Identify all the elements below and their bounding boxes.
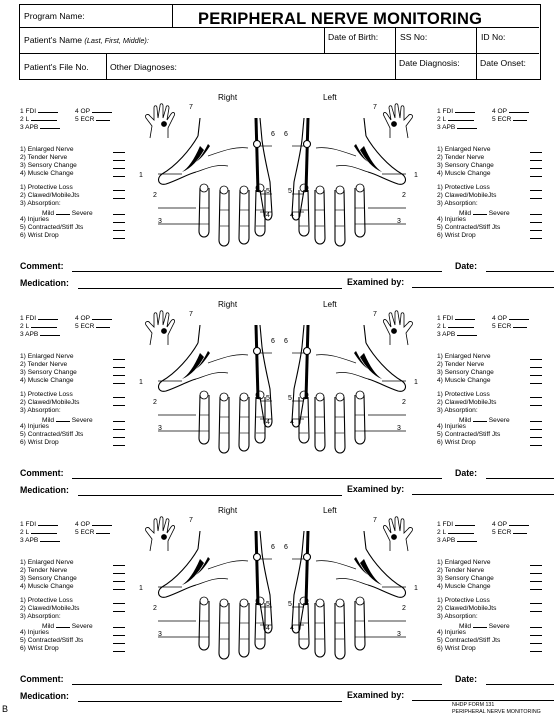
check-item: 2) Tender Nerve bbox=[20, 154, 68, 161]
check-item: 6) Wrist Drop bbox=[20, 232, 59, 239]
check-blank[interactable] bbox=[113, 589, 125, 590]
check-item: 1) Enlarged Nerve bbox=[20, 559, 74, 566]
check-blank[interactable] bbox=[530, 152, 542, 153]
muscle-fdi-right: 1 FDI bbox=[20, 519, 58, 529]
comment-line[interactable] bbox=[72, 684, 442, 685]
check-blank[interactable] bbox=[113, 359, 125, 360]
hand-point-number: 2 bbox=[153, 605, 157, 612]
hand-point-number: 2 bbox=[402, 605, 406, 612]
patient-name-label: Patient's Name (Last, First, Middle): bbox=[24, 35, 149, 45]
check-item: 3) Sensory Change bbox=[437, 575, 494, 582]
muscle-apb-right: 3 APB bbox=[20, 329, 60, 339]
check-blank[interactable] bbox=[530, 367, 542, 368]
check-blank[interactable] bbox=[530, 635, 542, 636]
check-item: 3) Sensory Change bbox=[437, 369, 494, 376]
hand-point-number: 5 bbox=[266, 601, 270, 608]
muscle-op-right: 4 OP bbox=[75, 519, 112, 529]
hand-point-number: 1 bbox=[414, 172, 418, 179]
absorption-scale: Mild Severe bbox=[459, 623, 510, 630]
check-blank[interactable] bbox=[113, 198, 125, 199]
check-item: 3) Absorption: bbox=[437, 613, 478, 620]
hand-point-number: 4 bbox=[290, 212, 294, 219]
other-diagnoses-label: Other Diagnoses: bbox=[110, 62, 177, 72]
date-label: Date: bbox=[455, 261, 477, 271]
check-item: 2) Clawed/MobileJts bbox=[437, 605, 497, 612]
hand-point-number: 6 bbox=[284, 544, 288, 551]
check-blank[interactable] bbox=[113, 230, 125, 231]
check-blank[interactable] bbox=[530, 214, 542, 215]
check-blank[interactable] bbox=[530, 643, 542, 644]
check-item: 2) Tender Nerve bbox=[20, 361, 68, 368]
hand-point-number: 2 bbox=[402, 192, 406, 199]
check-blank[interactable] bbox=[530, 238, 542, 239]
hand-point-number: 4 bbox=[290, 419, 294, 426]
check-blank[interactable] bbox=[530, 405, 542, 406]
check-item: 1) Enlarged Nerve bbox=[20, 146, 74, 153]
muscle-l-right: 2 L bbox=[20, 114, 57, 124]
muscle-ecr-right: 5 ECR bbox=[75, 321, 110, 331]
hand-point-number: 6 bbox=[284, 338, 288, 345]
check-item: 3) Sensory Change bbox=[437, 162, 494, 169]
muscle-apb-right: 3 APB bbox=[20, 535, 60, 545]
muscle-op-right: 4 OP bbox=[75, 313, 112, 323]
muscle-fdi-left: 1 FDI bbox=[437, 519, 475, 529]
left-mini-hand-diagram bbox=[376, 100, 416, 140]
hand-point-number: 6 bbox=[271, 338, 275, 345]
absorption-scale: Mild Severe bbox=[42, 623, 93, 630]
check-item: 4) Muscle Change bbox=[20, 377, 74, 384]
date-line[interactable] bbox=[486, 478, 554, 479]
check-blank[interactable] bbox=[113, 421, 125, 422]
check-item: 4) Muscle Change bbox=[437, 377, 491, 384]
check-blank[interactable] bbox=[530, 190, 542, 191]
check-blank[interactable] bbox=[113, 651, 125, 652]
hand-point-number: 6 bbox=[271, 544, 275, 551]
check-blank[interactable] bbox=[530, 230, 542, 231]
examined-by-line[interactable] bbox=[412, 700, 554, 701]
form-title: PERIPHERAL NERVE MONITORING bbox=[198, 10, 483, 28]
absorption-scale: Mild Severe bbox=[459, 417, 510, 424]
check-blank[interactable] bbox=[113, 565, 125, 566]
check-item: 5) Contracted/Stiff Jts bbox=[437, 224, 501, 231]
examined-by-label: Examined by: bbox=[347, 277, 405, 287]
muscle-op-left: 4 OP bbox=[492, 519, 529, 529]
check-item: 6) Wrist Drop bbox=[20, 439, 59, 446]
examined-by-label: Examined by: bbox=[347, 690, 405, 700]
hand-point-number: 4 bbox=[266, 212, 270, 219]
check-item: 1) Enlarged Nerve bbox=[437, 146, 491, 153]
check-blank[interactable] bbox=[530, 429, 542, 430]
check-blank[interactable] bbox=[530, 627, 542, 628]
muscle-l-right: 2 L bbox=[20, 527, 57, 537]
form-header bbox=[19, 4, 541, 80]
check-item: 2) Tender Nerve bbox=[437, 567, 485, 574]
form-footer: NHDP FORM 131 PERIPHERAL NERVE MONITORING bbox=[452, 702, 541, 715]
check-item: 4) Injuries bbox=[20, 216, 49, 223]
muscle-apb-right: 3 APB bbox=[20, 122, 60, 132]
date-onset-label: Date Onset: bbox=[480, 58, 526, 68]
right-hand-label: Right bbox=[218, 93, 238, 102]
muscle-l-left: 2 L bbox=[437, 527, 474, 537]
check-item: 2) Clawed/MobileJts bbox=[20, 605, 80, 612]
muscle-fdi-left: 1 FDI bbox=[437, 313, 475, 323]
check-item: 3) Absorption: bbox=[20, 200, 61, 207]
check-blank[interactable] bbox=[530, 375, 542, 376]
hand-point-number: 2 bbox=[153, 192, 157, 199]
check-item: 6) Wrist Drop bbox=[437, 645, 476, 652]
check-blank[interactable] bbox=[530, 397, 542, 398]
check-blank[interactable] bbox=[113, 238, 125, 239]
check-item: 2) Tender Nerve bbox=[20, 567, 68, 574]
check-blank[interactable] bbox=[113, 397, 125, 398]
check-item: 4) Muscle Change bbox=[20, 170, 74, 177]
exam-section-3 bbox=[0, 506, 560, 719]
medication-line[interactable] bbox=[78, 495, 342, 496]
date-diagnosis-label: Date Diagnosis: bbox=[399, 58, 460, 68]
muscle-op-left: 4 OP bbox=[492, 106, 529, 116]
check-item: 3) Absorption: bbox=[437, 407, 478, 414]
check-item: 4) Injuries bbox=[20, 423, 49, 430]
check-blank[interactable] bbox=[530, 445, 542, 446]
check-item: 4) Injuries bbox=[437, 423, 466, 430]
hand-point-number: 1 bbox=[139, 585, 143, 592]
ss-label: SS No: bbox=[400, 32, 428, 42]
hand-point-number: 5 bbox=[288, 601, 292, 608]
check-item: 3) Sensory Change bbox=[20, 575, 77, 582]
hand-point-number: 1 bbox=[414, 585, 418, 592]
check-item: 2) Tender Nerve bbox=[437, 361, 485, 368]
muscle-fdi-right: 1 FDI bbox=[20, 313, 58, 323]
hand-point-number: 5 bbox=[288, 395, 292, 402]
check-item: 3) Sensory Change bbox=[20, 369, 77, 376]
right-mini-hand-diagram bbox=[142, 100, 182, 140]
hand-point-number: 4 bbox=[266, 625, 270, 632]
check-blank[interactable] bbox=[530, 383, 542, 384]
check-blank[interactable] bbox=[530, 176, 542, 177]
check-item: 3) Absorption: bbox=[437, 200, 478, 207]
date-label: Date: bbox=[455, 468, 477, 478]
examined-by-line[interactable] bbox=[412, 287, 554, 288]
check-item: 6) Wrist Drop bbox=[437, 439, 476, 446]
hand-point-number: 5 bbox=[266, 395, 270, 402]
check-blank[interactable] bbox=[530, 168, 542, 169]
muscle-ecr-left: 5 ECR bbox=[492, 114, 527, 124]
comment-label: Comment: bbox=[20, 468, 64, 478]
check-blank[interactable] bbox=[113, 643, 125, 644]
exam-section-1 bbox=[0, 93, 560, 306]
medication-label: Medication: bbox=[20, 691, 69, 701]
hand-point-number: 7 bbox=[373, 311, 377, 318]
check-item: 4) Injuries bbox=[437, 216, 466, 223]
check-item: 3) Absorption: bbox=[20, 407, 61, 414]
hand-point-number: 3 bbox=[397, 218, 401, 225]
check-item: 5) Contracted/Stiff Jts bbox=[20, 637, 84, 644]
left-hand-label: Left bbox=[323, 506, 337, 515]
check-blank[interactable] bbox=[530, 611, 542, 612]
check-blank[interactable] bbox=[530, 222, 542, 223]
check-item: 1) Protective Loss bbox=[20, 184, 73, 191]
muscle-ecr-right: 5 ECR bbox=[75, 527, 110, 537]
check-item: 4) Injuries bbox=[437, 629, 466, 636]
right-mini-hand-diagram bbox=[142, 307, 182, 347]
hand-point-number: 4 bbox=[266, 419, 270, 426]
check-item: 3) Absorption: bbox=[20, 613, 61, 620]
check-item: 4) Muscle Change bbox=[437, 170, 491, 177]
check-blank[interactable] bbox=[113, 573, 125, 574]
left-mini-hand-diagram bbox=[376, 513, 416, 553]
muscle-apb-left: 3 APB bbox=[437, 122, 477, 132]
check-blank[interactable] bbox=[113, 383, 125, 384]
check-blank[interactable] bbox=[530, 573, 542, 574]
check-item: 5) Contracted/Stiff Jts bbox=[437, 431, 501, 438]
check-blank[interactable] bbox=[113, 168, 125, 169]
hand-point-number: 3 bbox=[158, 425, 162, 432]
comment-line[interactable] bbox=[72, 478, 442, 479]
absorption-scale: Mild Severe bbox=[459, 210, 510, 217]
absorption-scale: Mild Severe bbox=[42, 210, 93, 217]
hand-point-number: 7 bbox=[373, 517, 377, 524]
check-blank[interactable] bbox=[113, 176, 125, 177]
check-item: 1) Enlarged Nerve bbox=[20, 353, 74, 360]
check-blank[interactable] bbox=[530, 651, 542, 652]
check-item: 1) Protective Loss bbox=[437, 391, 490, 398]
check-blank[interactable] bbox=[530, 437, 542, 438]
check-blank[interactable] bbox=[530, 359, 542, 360]
check-blank[interactable] bbox=[113, 437, 125, 438]
muscle-op-right: 4 OP bbox=[75, 106, 112, 116]
hand-point-number: 4 bbox=[290, 625, 294, 632]
check-blank[interactable] bbox=[113, 445, 125, 446]
check-blank[interactable] bbox=[530, 603, 542, 604]
dob-label: Date of Birth: bbox=[328, 32, 379, 42]
check-item: 2) Clawed/MobileJts bbox=[437, 192, 497, 199]
check-item: 1) Protective Loss bbox=[437, 597, 490, 604]
check-blank[interactable] bbox=[113, 611, 125, 612]
check-item: 3) Sensory Change bbox=[20, 162, 77, 169]
muscle-l-left: 2 L bbox=[437, 114, 474, 124]
comment-label: Comment: bbox=[20, 674, 64, 684]
check-blank[interactable] bbox=[530, 198, 542, 199]
check-item: 6) Wrist Drop bbox=[437, 232, 476, 239]
check-item: 2) Clawed/MobileJts bbox=[20, 399, 80, 406]
check-blank[interactable] bbox=[113, 214, 125, 215]
hand-point-number: 7 bbox=[189, 517, 193, 524]
right-hand-label: Right bbox=[218, 300, 238, 309]
muscle-l-left: 2 L bbox=[437, 321, 474, 331]
comment-line[interactable] bbox=[72, 271, 442, 272]
left-mini-hand-diagram bbox=[376, 307, 416, 347]
medication-line[interactable] bbox=[78, 288, 342, 289]
check-item: 1) Protective Loss bbox=[20, 597, 73, 604]
check-blank[interactable] bbox=[113, 160, 125, 161]
muscle-op-left: 4 OP bbox=[492, 313, 529, 323]
examined-by-label: Examined by: bbox=[347, 484, 405, 494]
examined-by-line[interactable] bbox=[412, 494, 554, 495]
check-blank[interactable] bbox=[113, 627, 125, 628]
check-blank[interactable] bbox=[530, 589, 542, 590]
check-item: 5) Contracted/Stiff Jts bbox=[437, 637, 501, 644]
check-item: 1) Protective Loss bbox=[437, 184, 490, 191]
hand-point-number: 7 bbox=[373, 104, 377, 111]
id-label: ID No: bbox=[481, 32, 506, 42]
date-line[interactable] bbox=[486, 684, 554, 685]
hand-point-number: 6 bbox=[284, 131, 288, 138]
hand-point-number: 2 bbox=[153, 399, 157, 406]
hand-point-number: 1 bbox=[139, 379, 143, 386]
muscle-fdi-left: 1 FDI bbox=[437, 106, 475, 116]
check-item: 6) Wrist Drop bbox=[20, 645, 59, 652]
medication-label: Medication: bbox=[20, 485, 69, 495]
hand-point-number: 3 bbox=[397, 631, 401, 638]
left-hand-label: Left bbox=[323, 300, 337, 309]
muscle-ecr-left: 5 ECR bbox=[492, 321, 527, 331]
figure-letter: B bbox=[2, 704, 9, 714]
check-item: 1) Enlarged Nerve bbox=[437, 559, 491, 566]
hand-point-number: 3 bbox=[158, 631, 162, 638]
hand-point-number: 3 bbox=[397, 425, 401, 432]
program-name-label: Program Name: bbox=[24, 11, 85, 21]
check-blank[interactable] bbox=[113, 152, 125, 153]
medication-line[interactable] bbox=[78, 701, 342, 702]
absorption-scale: Mild Severe bbox=[42, 417, 93, 424]
hand-point-number: 2 bbox=[402, 399, 406, 406]
check-blank[interactable] bbox=[113, 222, 125, 223]
check-item: 4) Muscle Change bbox=[20, 583, 74, 590]
check-item: 1) Enlarged Nerve bbox=[437, 353, 491, 360]
check-item: 4) Injuries bbox=[20, 629, 49, 636]
muscle-fdi-right: 1 FDI bbox=[20, 106, 58, 116]
hand-point-number: 6 bbox=[271, 131, 275, 138]
check-blank[interactable] bbox=[530, 160, 542, 161]
hand-point-number: 7 bbox=[189, 104, 193, 111]
muscle-ecr-right: 5 ECR bbox=[75, 114, 110, 124]
check-blank[interactable] bbox=[113, 603, 125, 604]
check-item: 2) Clawed/MobileJts bbox=[437, 399, 497, 406]
check-blank[interactable] bbox=[113, 429, 125, 430]
date-label: Date: bbox=[455, 674, 477, 684]
muscle-ecr-left: 5 ECR bbox=[492, 527, 527, 537]
check-blank[interactable] bbox=[113, 581, 125, 582]
check-item: 5) Contracted/Stiff Jts bbox=[20, 431, 84, 438]
check-item: 2) Clawed/MobileJts bbox=[20, 192, 80, 199]
muscle-apb-left: 3 APB bbox=[437, 535, 477, 545]
right-hand-label: Right bbox=[218, 506, 238, 515]
hand-point-number: 5 bbox=[288, 188, 292, 195]
check-blank[interactable] bbox=[530, 565, 542, 566]
check-blank[interactable] bbox=[113, 405, 125, 406]
check-item: 1) Protective Loss bbox=[20, 391, 73, 398]
left-hand-label: Left bbox=[323, 93, 337, 102]
check-item: 2) Tender Nerve bbox=[437, 154, 485, 161]
check-blank[interactable] bbox=[530, 581, 542, 582]
check-blank[interactable] bbox=[113, 190, 125, 191]
muscle-apb-left: 3 APB bbox=[437, 329, 477, 339]
hand-point-number: 1 bbox=[139, 172, 143, 179]
hand-point-number: 7 bbox=[189, 311, 193, 318]
medication-label: Medication: bbox=[20, 278, 69, 288]
right-mini-hand-diagram bbox=[142, 513, 182, 553]
check-item: 5) Contracted/Stiff Jts bbox=[20, 224, 84, 231]
check-blank[interactable] bbox=[530, 421, 542, 422]
date-line[interactable] bbox=[486, 271, 554, 272]
hand-point-number: 3 bbox=[158, 218, 162, 225]
muscle-l-right: 2 L bbox=[20, 321, 57, 331]
hand-point-number: 1 bbox=[414, 379, 418, 386]
check-item: 4) Muscle Change bbox=[437, 583, 491, 590]
hand-point-number: 5 bbox=[266, 188, 270, 195]
check-blank[interactable] bbox=[113, 375, 125, 376]
file-no-label: Patient's File No. bbox=[24, 62, 89, 72]
check-blank[interactable] bbox=[113, 635, 125, 636]
check-blank[interactable] bbox=[113, 367, 125, 368]
exam-section-2 bbox=[0, 300, 560, 513]
comment-label: Comment: bbox=[20, 261, 64, 271]
